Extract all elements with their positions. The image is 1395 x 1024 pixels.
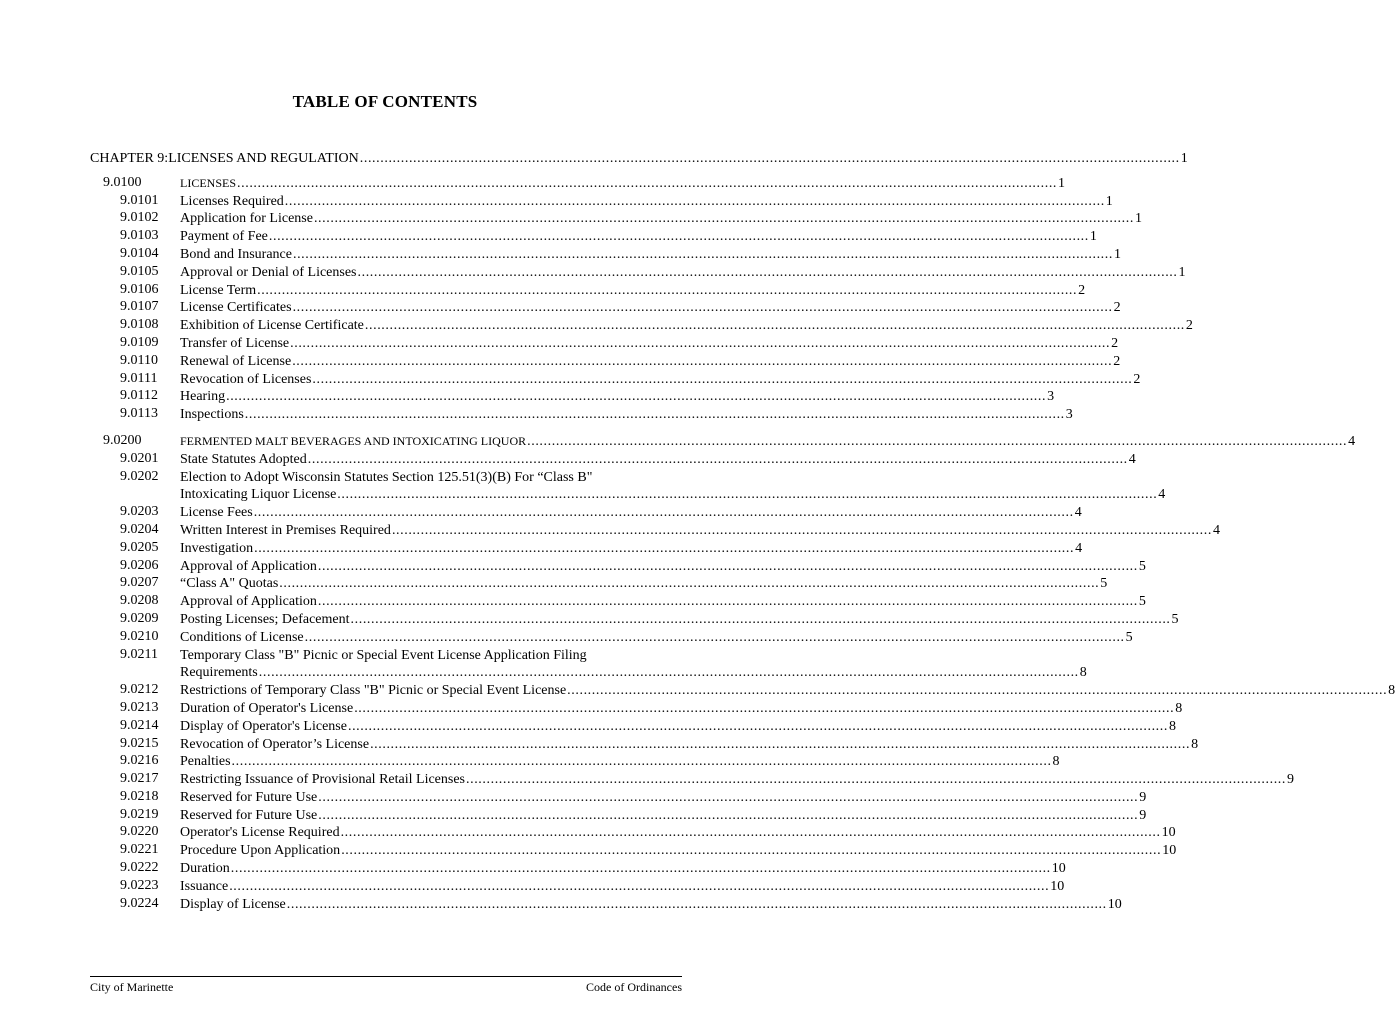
entry-title: Restrictions of Temporary Class "B" Picnic or Special Event License	[180, 683, 567, 699]
sections-container	[90, 174, 1395, 914]
toc-entry[interactable]	[90, 539, 1083, 558]
entry-page: 2	[1113, 300, 1121, 316]
toc-entry[interactable]	[90, 263, 1186, 282]
toc-line	[180, 611, 1179, 629]
entry-body	[180, 246, 1121, 264]
toc-line	[180, 317, 1193, 335]
entry-body	[180, 718, 1176, 736]
entry-title: Exhibition of License Certificate	[180, 318, 364, 334]
entry-number: 9.0218	[120, 788, 159, 804]
dot-leader: ........................................................................................................................................................................................................	[292, 246, 1113, 262]
toc-line	[180, 664, 1087, 682]
entry-number: 9.0215	[120, 735, 159, 751]
entry-body	[180, 451, 1136, 469]
entry-page: 2	[1111, 335, 1119, 351]
entry-number: 9.0104	[120, 245, 159, 261]
toc-entry[interactable]	[90, 468, 1166, 505]
toc-entry[interactable]	[90, 352, 1121, 371]
dot-leader: ........................................................................................................................................................................................................	[292, 300, 1113, 316]
entry-title: Penalties	[180, 754, 231, 770]
dot-leader: ........................................................................................................................................................................................................	[370, 736, 1191, 752]
entry-title: Licenses Required	[180, 193, 284, 209]
toc-entry[interactable]	[90, 281, 1086, 300]
entry-page: 10	[1107, 896, 1122, 912]
entry-body	[180, 193, 1113, 211]
entry-page: 8	[1052, 754, 1060, 770]
toc-line	[180, 469, 682, 487]
entry-page: 8	[1168, 718, 1176, 734]
toc-entry[interactable]	[90, 788, 1147, 807]
entry-body	[180, 896, 1122, 914]
dot-leader: ........................................................................................................................................................................................................	[284, 193, 1105, 209]
entry-title: Requirements	[180, 665, 258, 681]
entry-body	[180, 388, 1055, 406]
entry-page: 5	[1100, 576, 1108, 592]
entry-title: Bond and Insurance	[180, 246, 292, 262]
entry-title: License Certificates	[180, 300, 292, 316]
toc-entry[interactable]	[90, 895, 1122, 914]
section-page: 4	[1348, 433, 1356, 449]
toc-entry[interactable]	[90, 877, 1065, 896]
entry-page: 8	[1079, 665, 1087, 681]
entry-title: Posting Licenses; Defacement	[180, 611, 350, 627]
toc-entry[interactable]	[90, 370, 1141, 389]
entry-page: 9	[1139, 789, 1147, 805]
entry-number: 9.0202	[120, 468, 159, 484]
entry-page: 8	[1388, 683, 1395, 699]
toc-line	[180, 771, 1294, 789]
entry-title: Restricting Issuance of Provisional Retail Licenses	[180, 772, 465, 788]
entry-title: Duration of Operator's License	[180, 700, 354, 716]
entry-number: 9.0220	[120, 824, 159, 840]
toc-line	[180, 246, 1121, 264]
toc-line	[180, 718, 1176, 736]
toc-entry[interactable]	[90, 557, 1146, 576]
entry-page: 5	[1171, 611, 1179, 627]
section-gap	[90, 424, 682, 433]
entry-body	[180, 210, 1142, 228]
entry-body	[180, 629, 1133, 647]
entry-number: 9.0112	[120, 388, 158, 404]
dot-leader: ........................................................................................................................................................................................................	[304, 629, 1125, 645]
entry-body	[180, 807, 1147, 825]
entry-body	[180, 771, 1294, 789]
chapter-page: 1	[1180, 151, 1188, 166]
entry-page: 3	[1047, 389, 1055, 405]
entry-page: 5	[1138, 558, 1146, 574]
entry-number: 9.0213	[120, 699, 159, 715]
entry-title: Application for License	[180, 211, 313, 227]
dot-leader: ........................................................................................................................................................................................................	[290, 335, 1111, 351]
dot-leader: ........................................................................................................................................................................................................	[466, 772, 1286, 788]
entry-body	[180, 540, 1083, 558]
entry-number: 9.0109	[120, 334, 159, 350]
entry-number: 9.0101	[120, 192, 159, 208]
toc-line	[180, 736, 1199, 754]
entry-number: 9.0217	[120, 771, 159, 787]
entry-body	[180, 504, 1082, 522]
entry-title: Intoxicating Liquor License	[180, 487, 337, 503]
chapter-label: CHAPTER 9:	[90, 151, 169, 166]
section-body	[180, 433, 1356, 451]
entry-body	[180, 228, 1097, 246]
toc-line	[180, 807, 1147, 825]
entry-title: Written Interest in Premises Required	[180, 522, 391, 538]
toc-line	[180, 371, 1141, 389]
entry-number: 9.0106	[120, 281, 159, 297]
dot-leader: ........................................................................................................................................................................................................	[307, 451, 1128, 467]
entry-page: 10	[1051, 861, 1066, 877]
toc-entry[interactable]	[90, 699, 1183, 718]
entry-body	[180, 317, 1193, 335]
entry-page: 4	[1158, 487, 1166, 503]
section-page: 1	[1058, 175, 1066, 191]
toc-line	[180, 682, 1395, 700]
toc-entry[interactable]	[90, 771, 1294, 789]
dot-leader: ........................................................................................................................................................................................................	[354, 700, 1175, 716]
toc-entry[interactable]	[90, 334, 1119, 353]
entry-number: 9.0222	[120, 860, 159, 876]
entry-number: 9.0204	[120, 521, 159, 537]
toc-line	[180, 335, 1119, 353]
toc-entry[interactable]	[90, 593, 1146, 611]
entry-body	[180, 860, 1066, 878]
toc-line	[180, 433, 1356, 451]
entry-body	[180, 736, 1199, 754]
entry-title: Procedure Upon Application	[180, 843, 341, 859]
entry-title: Investigation	[180, 540, 254, 556]
entry-page: 2	[1078, 282, 1086, 298]
entry-body	[180, 611, 1179, 629]
entry-body	[180, 522, 1220, 540]
section-number: 9.0100	[103, 174, 142, 190]
section-heading[interactable]	[90, 432, 1356, 451]
toc-line	[180, 353, 1121, 371]
toc-line	[180, 282, 1086, 300]
toc-line	[180, 896, 1122, 914]
toc-line	[180, 193, 1113, 211]
toc-line	[180, 860, 1066, 878]
toc-line	[180, 406, 1073, 424]
toc-entry[interactable]	[90, 806, 1147, 825]
entry-title: Revocation of Operator’s License	[180, 736, 370, 752]
entry-number: 9.0216	[120, 753, 159, 769]
toc-line	[180, 451, 1136, 469]
toc-entry[interactable]	[90, 388, 1055, 406]
entry-body	[180, 789, 1147, 807]
dot-leader: ........................................................................................................................................................................................................	[226, 389, 1047, 405]
entry-number: 9.0224	[120, 895, 159, 911]
entry-body	[180, 878, 1065, 896]
dot-leader: ........................................................................................................................................................................................................	[318, 789, 1139, 805]
toc-line	[180, 540, 1083, 558]
dot-leader: ........................................................................................................................................................................................................	[229, 878, 1050, 894]
entry-number: 9.0110	[120, 352, 158, 368]
entry-title: Approval of Application	[180, 558, 317, 574]
entry-number: 9.0108	[120, 317, 159, 333]
toc-entry[interactable]	[90, 842, 1177, 860]
dot-leader: ........................................................................................................................................................................................................	[318, 807, 1139, 823]
entry-title: Renewal of License	[180, 353, 292, 369]
entry-page: 5	[1125, 629, 1133, 645]
toc-entry[interactable]	[90, 735, 1199, 754]
entry-title: Hearing	[180, 389, 226, 405]
entry-page: 10	[1161, 825, 1176, 841]
entry-number: 9.0206	[120, 557, 159, 573]
toc-line	[180, 504, 1082, 522]
section-number: 9.0200	[103, 432, 142, 448]
entry-page: 2	[1133, 371, 1141, 387]
dot-leader: ........................................................................................................................................................................................................	[312, 371, 1133, 387]
entry-page: 9	[1139, 807, 1147, 823]
entry-number: 9.0219	[120, 806, 159, 822]
section-body	[180, 175, 1066, 193]
toc-entry[interactable]	[90, 717, 1176, 736]
toc-line	[180, 299, 1121, 317]
entry-title: Reserved for Future Use	[180, 789, 318, 805]
entry-title: Payment of Fee	[180, 229, 268, 245]
toc-line	[180, 629, 1133, 647]
entry-number: 9.0208	[120, 593, 159, 609]
entry-body	[180, 371, 1141, 389]
entry-number: 9.0102	[120, 210, 159, 226]
dot-leader: ........................................................................................................................................................................................................	[340, 825, 1161, 841]
entry-title: Inspections	[180, 407, 244, 423]
dot-leader: ........................................................................................................................................................................................................	[279, 576, 1100, 592]
toc-entry[interactable]	[90, 575, 1108, 593]
dot-leader: ........................................................................................................................................................................................................	[391, 522, 1212, 538]
entry-number: 9.0107	[120, 299, 159, 315]
toc-line	[180, 878, 1065, 896]
entry-body	[180, 682, 1395, 700]
entry-body	[180, 264, 1186, 282]
entry-number: 9.0203	[120, 504, 159, 520]
toc-entry[interactable]	[90, 824, 1176, 842]
entry-title: Temporary Class "B" Picnic or Special Event License Application Filing	[180, 647, 587, 663]
toc-line	[180, 228, 1097, 246]
dot-leader: ........................................................................................................................................................................................................	[257, 282, 1078, 298]
footer-right: Code of Ordinances	[586, 980, 682, 994]
dot-leader: ........................................................................................................................................................................................................	[253, 505, 1074, 521]
section-heading[interactable]	[90, 174, 1066, 193]
entry-body	[180, 842, 1177, 860]
chapter-heading[interactable]	[90, 150, 1188, 168]
entry-body	[180, 824, 1176, 842]
toc-line	[180, 700, 1183, 718]
entry-body	[180, 647, 1087, 683]
toc-line	[180, 593, 1146, 611]
entry-title: Conditions of License	[180, 629, 304, 645]
entry-number: 9.0223	[120, 877, 159, 893]
entry-body	[180, 593, 1146, 611]
toc-line	[180, 842, 1177, 860]
entry-number: 9.0214	[120, 717, 159, 733]
dot-leader: ........................................................................................................................................................................................................	[244, 407, 1065, 423]
toc-line	[180, 388, 1055, 406]
entry-body	[180, 575, 1108, 593]
entry-number: 9.0210	[120, 628, 159, 644]
dot-leader: ........................................................................................................................................................................................................	[317, 558, 1138, 574]
table-of-contents	[90, 150, 1395, 913]
entry-body	[180, 469, 1166, 505]
entry-page: 1	[1178, 264, 1186, 280]
entry-number: 9.0221	[120, 842, 159, 858]
toc-entry[interactable]	[90, 228, 1097, 246]
dot-leader: ........................................................................................................................................................................................................	[341, 843, 1162, 859]
dot-leader: ........................................................................................................................................................................................................	[337, 487, 1158, 503]
entry-number: 9.0207	[120, 575, 159, 591]
entry-page: 8	[1191, 736, 1199, 752]
entry-page: 2	[1185, 318, 1193, 334]
dot-leader: ........................................................................................................................................................................................................	[359, 151, 1180, 166]
toc-line	[180, 210, 1142, 228]
entry-title: Reserved for Future Use	[180, 807, 318, 823]
entry-title: Duration	[180, 861, 230, 877]
entry-body	[180, 406, 1073, 424]
entry-page: 1	[1113, 246, 1121, 262]
dot-leader: ........................................................................................................................................................................................................	[567, 683, 1388, 699]
toc-line	[180, 824, 1176, 842]
dot-leader: ........................................................................................................................................................................................................	[230, 861, 1051, 877]
entry-number: 9.0201	[120, 450, 159, 466]
entry-number: 9.0209	[120, 610, 159, 626]
entry-page: 1	[1105, 193, 1113, 209]
entry-body	[180, 700, 1183, 718]
dot-leader: ........................................................................................................................................................................................................	[357, 264, 1178, 280]
entry-body	[180, 753, 1060, 771]
entry-page: 3	[1065, 407, 1073, 423]
dot-leader: ........................................................................................................................................................................................................	[292, 353, 1113, 369]
entry-number: 9.0111	[120, 370, 158, 386]
toc-entry[interactable]	[90, 299, 1121, 317]
dot-leader: ........................................................................................................................................................................................................	[237, 175, 1058, 191]
toc-line	[180, 753, 1060, 771]
entry-number: 9.0211	[120, 646, 158, 662]
toc-entry[interactable]	[90, 245, 1121, 264]
entry-page: 1	[1089, 229, 1097, 245]
entry-page: 5	[1138, 594, 1146, 610]
entry-title: License Fees	[180, 505, 253, 521]
entry-title: Revocation of Licenses	[180, 371, 312, 387]
entry-title: “Class A" Quotas	[180, 576, 279, 592]
dot-leader: ........................................................................................................................................................................................................	[254, 540, 1075, 556]
toc-line	[180, 575, 1108, 593]
entry-page: 9	[1287, 772, 1294, 788]
entry-title: Transfer of License	[180, 335, 290, 351]
entry-page: 1	[1134, 211, 1142, 227]
toc-line	[180, 647, 682, 665]
entry-number: 9.0105	[120, 263, 159, 279]
entry-body	[180, 353, 1121, 371]
footer-left: City of Marinette	[90, 980, 174, 994]
chapter-title: LICENSES AND REGULATION	[168, 151, 359, 166]
dot-leader: ........................................................................................................................................................................................................	[347, 718, 1168, 734]
toc-line	[180, 486, 1166, 504]
toc-entry[interactable]	[90, 317, 1193, 335]
entry-number: 9.0103	[120, 228, 159, 244]
entry-page: 8	[1175, 700, 1183, 716]
toc-entry[interactable]	[90, 610, 1179, 629]
toc-entry[interactable]	[90, 504, 1082, 522]
entry-title: Display of License	[180, 896, 286, 912]
toc-entry[interactable]	[90, 860, 1066, 878]
toc-line	[180, 175, 1066, 193]
entry-page: 4	[1074, 505, 1082, 521]
entry-number: 9.0205	[120, 539, 159, 555]
toc-entry[interactable]	[90, 521, 1220, 540]
toc-entry[interactable]	[90, 450, 1136, 469]
entry-page: 4	[1075, 540, 1083, 556]
dot-leader: ........................................................................................................................................................................................................	[268, 229, 1089, 245]
footer-rule	[90, 976, 682, 977]
dot-leader: ........................................................................................................................................................................................................	[364, 318, 1185, 334]
toc-entry[interactable]	[90, 753, 1060, 771]
entry-number: 9.0113	[120, 406, 158, 422]
toc-entry[interactable]	[90, 406, 1073, 424]
dot-leader: ........................................................................................................................................................................................................	[231, 754, 1052, 770]
dot-leader: ........................................................................................................................................................................................................	[527, 433, 1348, 449]
entry-title: Approval or Denial of Licenses	[180, 264, 357, 280]
entry-title: Election to Adopt Wisconsin Statutes Section 125.51(3)(B) For “Class B"	[180, 469, 593, 485]
entry-body	[180, 335, 1119, 353]
dot-leader: ........................................................................................................................................................................................................	[313, 211, 1134, 227]
entry-title: State Statutes Adopted	[180, 451, 307, 467]
entry-page: 10	[1162, 843, 1177, 859]
dot-leader: ........................................................................................................................................................................................................	[350, 611, 1171, 627]
toc-line	[180, 522, 1220, 540]
entry-page: 2	[1113, 353, 1121, 369]
dot-leader: ........................................................................................................................................................................................................	[317, 594, 1138, 610]
entry-title: License Term	[180, 282, 257, 298]
entry-page: 4	[1128, 451, 1136, 467]
page-title: TABLE OF CONTENTS	[292, 92, 478, 111]
section-title: LICENSES	[180, 175, 237, 190]
toc-entry[interactable]	[90, 210, 1142, 228]
entry-page: 4	[1212, 522, 1220, 538]
entry-body	[180, 299, 1121, 317]
section-title: FERMENTED MALT BEVERAGES AND INTOXICATING LIQUOR	[180, 433, 527, 448]
toc-entry[interactable]	[90, 192, 1113, 211]
toc-entry[interactable]	[90, 646, 1087, 683]
toc-entry[interactable]	[90, 682, 1395, 700]
entry-body	[180, 282, 1086, 300]
dot-leader: ........................................................................................................................................................................................................	[286, 896, 1107, 912]
entry-title: Issuance	[180, 878, 229, 894]
toc-line	[180, 558, 1146, 576]
dot-leader: ........................................................................................................................................................................................................	[258, 665, 1079, 681]
entry-page: 10	[1050, 878, 1065, 894]
toc-entry[interactable]	[90, 628, 1133, 647]
entry-title: Approval of Application	[180, 594, 317, 610]
entry-title: Display of Operator's License	[180, 718, 347, 734]
entry-title: Operator's License Required	[180, 825, 340, 841]
toc-line	[180, 264, 1186, 282]
toc-line	[180, 789, 1147, 807]
entry-number: 9.0212	[120, 682, 159, 698]
entry-body	[180, 558, 1146, 576]
